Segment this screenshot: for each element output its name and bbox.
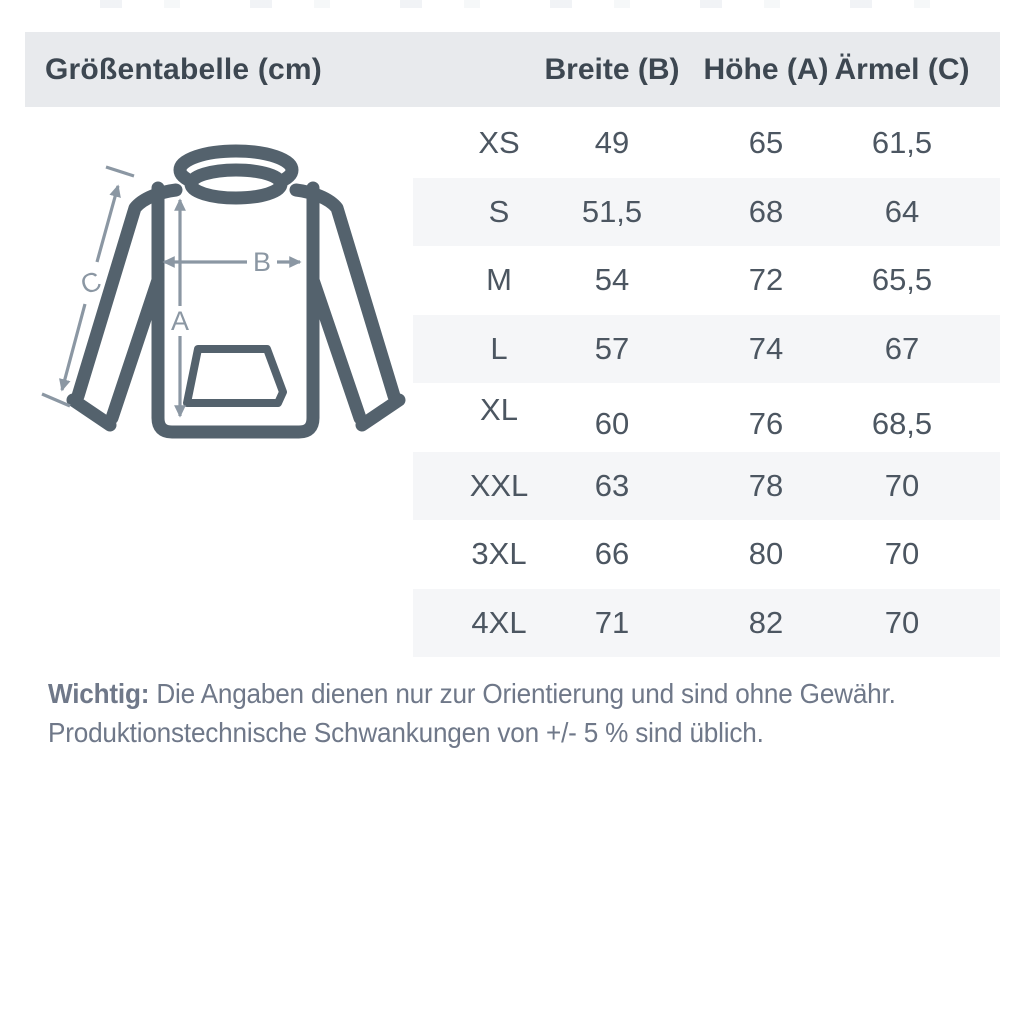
table-row-l xyxy=(413,315,1000,384)
hoodie-right-cuff xyxy=(362,400,399,425)
hoodie-right-sleeve-inner xyxy=(313,280,360,418)
breite-value: 54 xyxy=(594,262,630,298)
breite-value: 49 xyxy=(594,125,630,161)
breite-value: 51,5 xyxy=(581,193,643,229)
aermel-value: 70 xyxy=(884,604,920,640)
aermel-value: 68,5 xyxy=(871,406,933,442)
disclaimer-text-1: Die Angaben dienen nur zur Orientierung und sind ohne Gewähr. xyxy=(156,678,896,709)
hoehe-value: 74 xyxy=(748,330,784,366)
table-row-xxl xyxy=(413,452,1000,521)
top-cropped-artifact xyxy=(100,0,940,8)
table-row-3xl xyxy=(413,520,1000,589)
column-header-breite: Breite (B) xyxy=(544,52,680,86)
hoodie-pocket xyxy=(187,349,283,403)
breite-value: 71 xyxy=(594,604,630,640)
size-label: XXL xyxy=(469,467,529,503)
table-row-4xl xyxy=(413,589,1000,658)
size-table-body xyxy=(413,109,1000,657)
aermel-value: 64 xyxy=(884,193,920,229)
table-row-m xyxy=(413,246,1000,315)
table-row-xs xyxy=(413,109,1000,178)
hoehe-value: 82 xyxy=(748,604,784,640)
table-row-s xyxy=(413,178,1000,247)
measure-c-tick-top xyxy=(106,167,134,176)
hoehe-value: 80 xyxy=(748,536,784,572)
measure-c-tick-bottom xyxy=(42,394,70,406)
disclaimer-text-2: Produktionstechnische Schwankungen von +/- 5 % sind üblich. xyxy=(48,717,764,748)
breite-value: 60 xyxy=(594,406,630,442)
table-header xyxy=(25,32,1000,107)
aermel-value: 61,5 xyxy=(871,125,933,161)
hoehe-value: 72 xyxy=(748,262,784,298)
disclaimer-line-2 xyxy=(48,713,896,752)
aermel-value: 67 xyxy=(884,330,920,366)
measure-arrow-c-top xyxy=(97,186,118,262)
size-label: XL xyxy=(480,392,518,428)
size-label: L xyxy=(490,330,508,366)
column-header-aermel: Ärmel (C) xyxy=(834,52,970,86)
disclaimer-line-1 xyxy=(48,674,896,713)
breite-value: 57 xyxy=(594,330,630,366)
measure-label-b: B xyxy=(252,247,272,277)
column-header-hoehe: Höhe (A) xyxy=(703,52,829,86)
measure-label-c: C xyxy=(76,265,106,301)
table-row-xl xyxy=(413,383,1000,452)
hoodie-diagram xyxy=(40,128,440,458)
aermel-value: 65,5 xyxy=(871,262,933,298)
hoodie-hood-collar xyxy=(191,170,281,198)
hoehe-value: 78 xyxy=(748,467,784,503)
hoehe-value: 76 xyxy=(748,406,784,442)
aermel-value: 70 xyxy=(884,536,920,572)
hoehe-value: 65 xyxy=(748,125,784,161)
size-chart-title: Größentabelle (cm) xyxy=(45,52,322,86)
disclaimer-lead: Wichtig: xyxy=(48,678,150,709)
hoodie-left-cuff xyxy=(73,400,110,425)
aermel-value: 70 xyxy=(884,467,920,503)
size-label: M xyxy=(486,262,512,298)
hoodie-left-sleeve-inner xyxy=(112,280,158,418)
breite-value: 63 xyxy=(594,467,630,503)
size-label: 3XL xyxy=(471,536,527,572)
size-label: XS xyxy=(478,125,520,161)
size-label: S xyxy=(488,193,510,229)
disclaimer-note xyxy=(48,674,896,752)
measure-label-a: A xyxy=(170,306,190,336)
size-label: 4XL xyxy=(471,604,527,640)
breite-value: 66 xyxy=(594,536,630,572)
hoehe-value: 68 xyxy=(748,193,784,229)
